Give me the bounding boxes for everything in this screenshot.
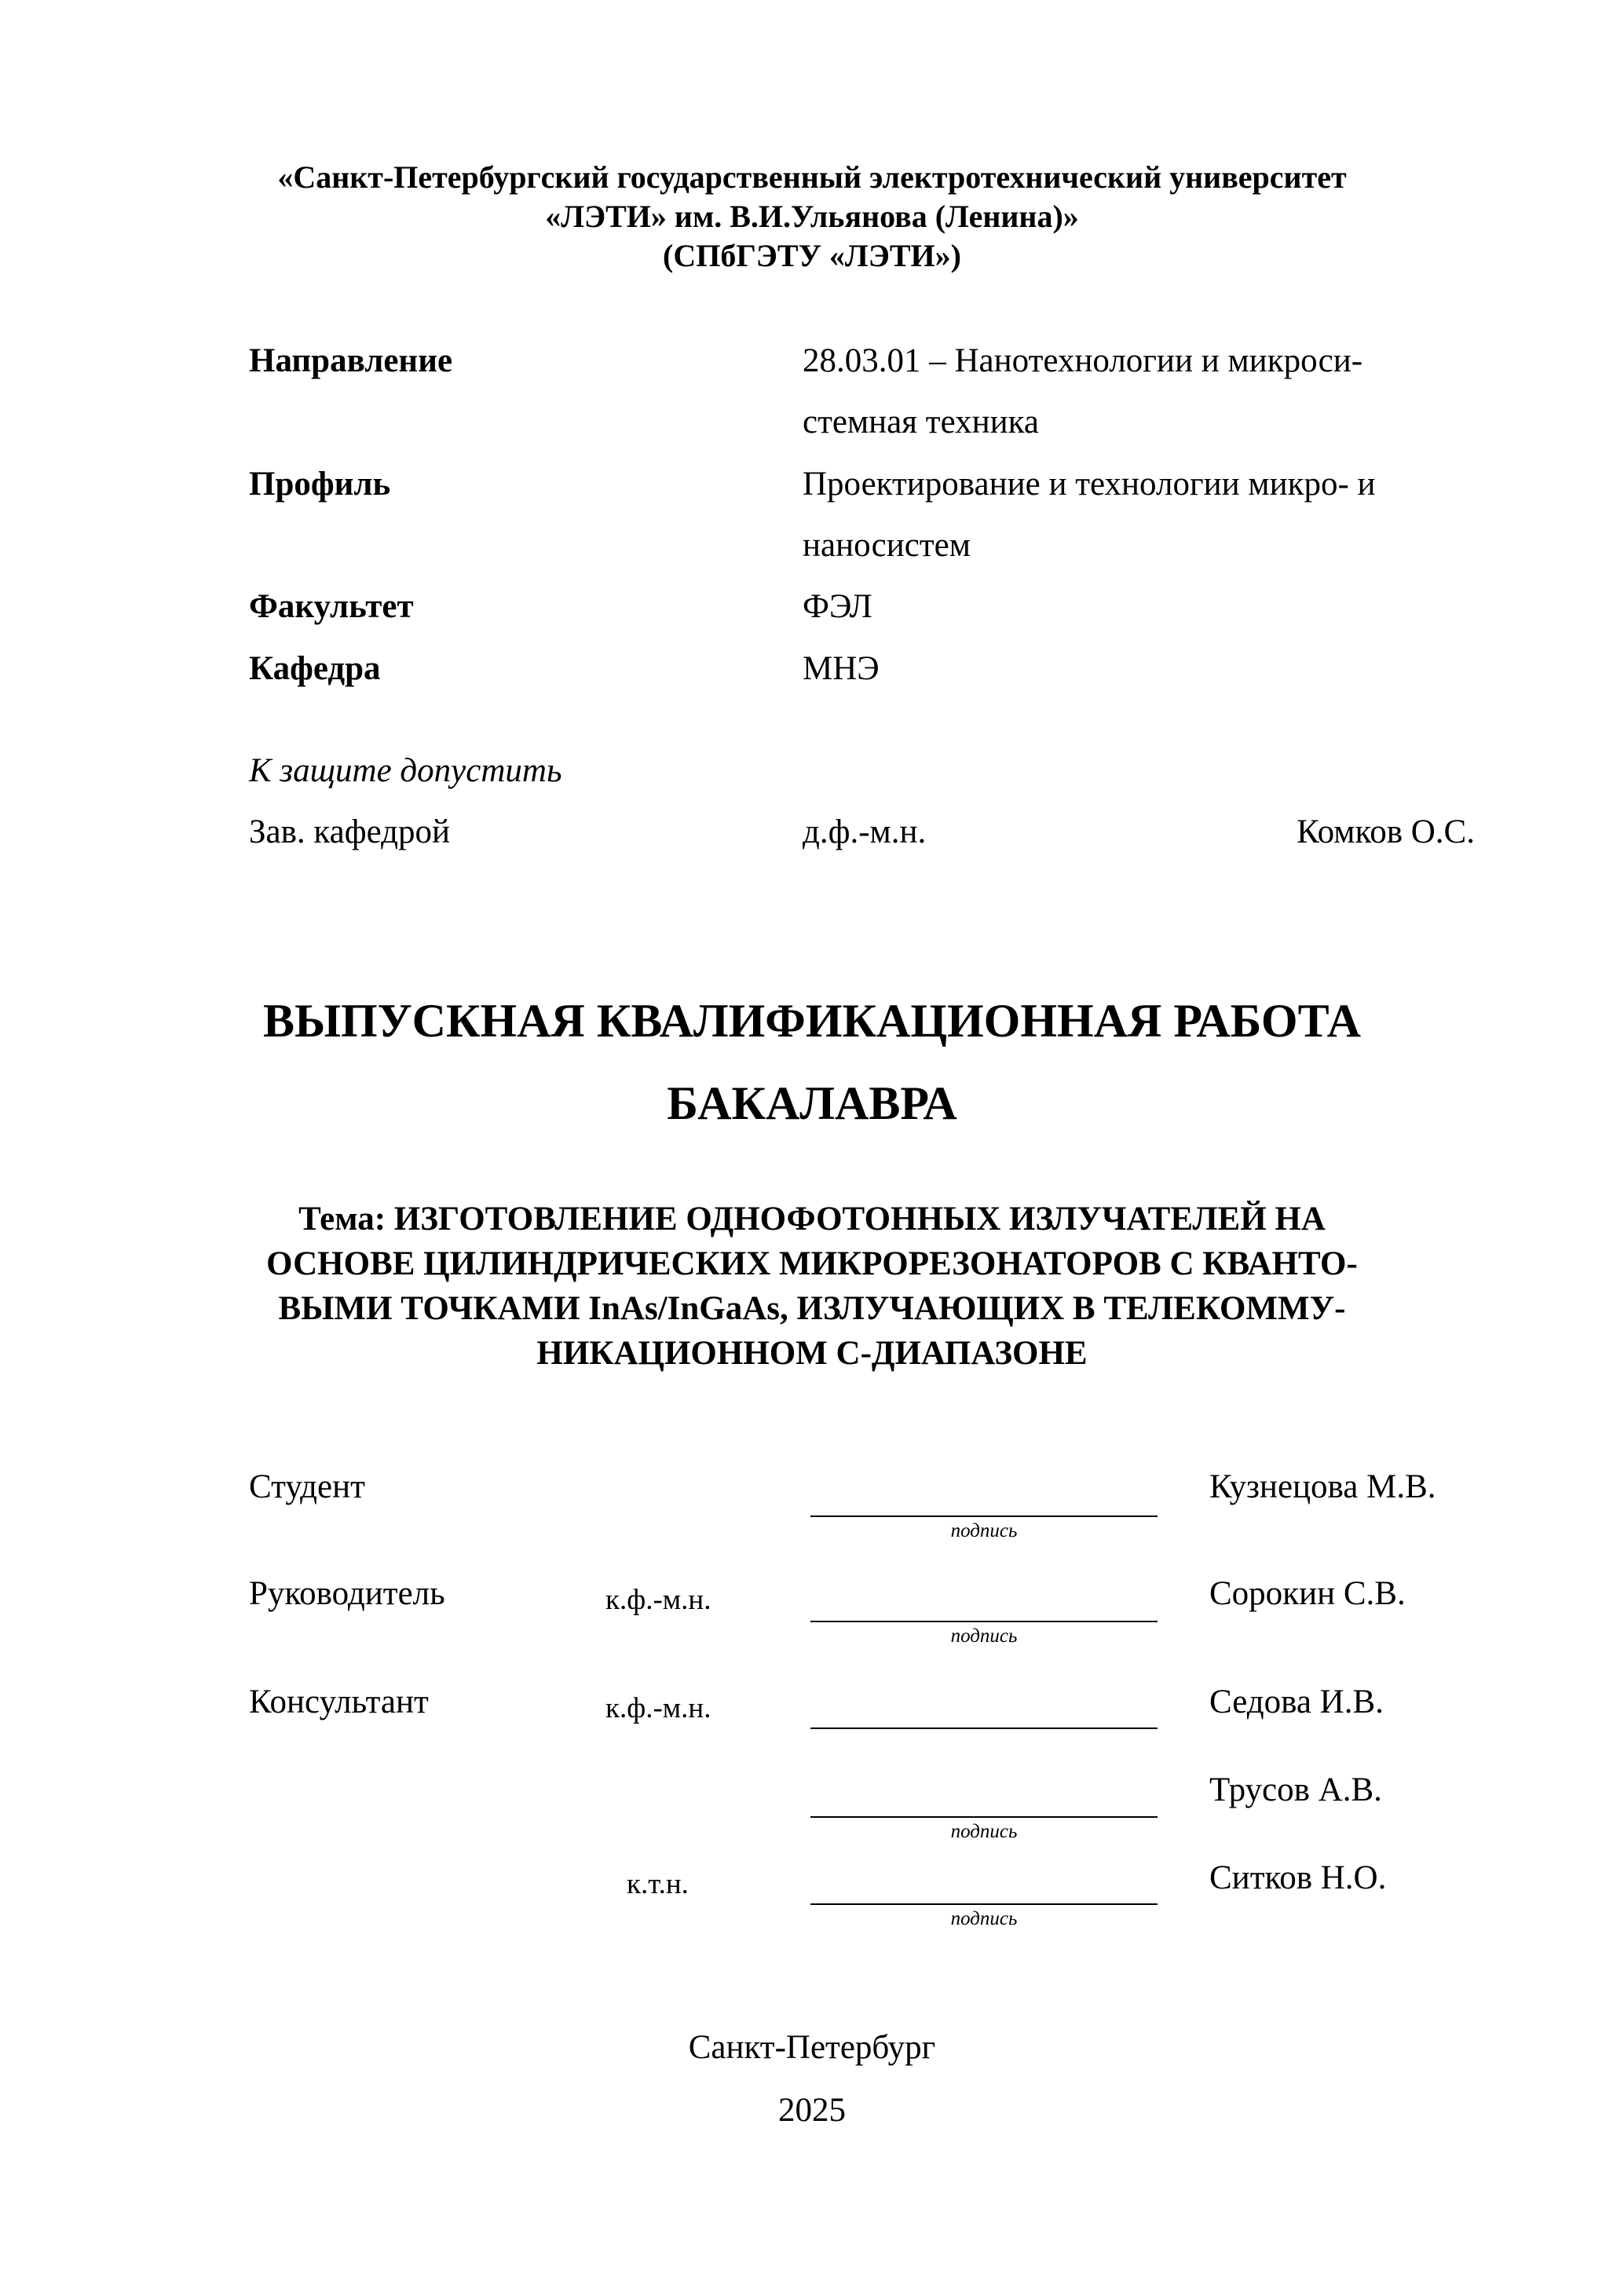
consultant3-degree: к.т.н. bbox=[627, 1868, 689, 1900]
approval-name: Комков О.С. bbox=[1297, 813, 1475, 850]
topic-line2: ОСНОВЕ ЦИЛИНДРИЧЕСКИХ МИКРОРЕЗОНАТОРОВ С КВАНТО- bbox=[266, 1245, 1358, 1282]
approval-degree: д.ф.-м.н. bbox=[803, 813, 927, 850]
university-abbreviation: (СПбГЭТУ «ЛЭТИ») bbox=[663, 238, 961, 273]
consultant2-name: Трусов А.В. bbox=[1209, 1771, 1382, 1808]
student-name: Кузнецова М.В. bbox=[1209, 1468, 1436, 1505]
footer-year: 2025 bbox=[778, 2092, 846, 2129]
consultant1-degree: к.ф.-м.н. bbox=[605, 1692, 711, 1724]
topic-line4: НИКАЦИОННОМ С-ДИАПАЗОНЕ bbox=[536, 1335, 1088, 1372]
profile-label: Профиль bbox=[249, 466, 391, 503]
topic-line1: Тема: ИЗГОТОВЛЕНИЕ ОДНОФОТОННЫХ ИЗЛУЧАТЕЛЕЙ НА bbox=[298, 1201, 1326, 1238]
consultant-role: Консультант bbox=[249, 1684, 429, 1720]
university-name-line2: «ЛЭТИ» им. В.И.Ульянова (Ленина)» bbox=[545, 199, 1079, 234]
consultant3-name: Ситков Н.О. bbox=[1209, 1859, 1387, 1896]
student-signature-caption: подпись bbox=[950, 1520, 1018, 1541]
student-signature-line bbox=[810, 1515, 1158, 1517]
supervisor-signature-line bbox=[810, 1621, 1158, 1622]
supervisor-signature-caption: подпись bbox=[950, 1625, 1018, 1647]
approval-caption: К защите допустить bbox=[249, 752, 562, 789]
direction-value-line2: стемная техника bbox=[803, 404, 1039, 441]
direction-value-line1: 28.03.01 – Нанотехнологии и микроси- bbox=[803, 342, 1363, 379]
footer-city: Санкт-Петербург bbox=[688, 2029, 936, 2066]
department-value: МНЭ bbox=[803, 650, 880, 687]
department-label: Кафедра bbox=[249, 650, 381, 687]
supervisor-degree: к.ф.-м.н. bbox=[605, 1584, 711, 1616]
supervisor-role: Руководитель bbox=[249, 1575, 445, 1612]
profile-value-line1: Проектирование и технологии микро- и bbox=[803, 466, 1376, 503]
university-name-line1: «Санкт-Петербургский государственный электротехнический университет bbox=[277, 159, 1347, 195]
faculty-value: ФЭЛ bbox=[803, 588, 872, 625]
document-title-line1: ВЫПУСКНАЯ КВАЛИФИКАЦИОННАЯ РАБОТА bbox=[263, 995, 1361, 1047]
consultant3-signature-caption: подпись bbox=[950, 1908, 1018, 1929]
profile-value-line2: наносистем bbox=[803, 527, 971, 564]
direction-label: Направление bbox=[249, 342, 453, 379]
student-role: Студент bbox=[249, 1468, 365, 1505]
consultant1-name: Седова И.В. bbox=[1209, 1684, 1384, 1720]
topic-line3: ВЫМИ ТОЧКАМИ InAs/InGaAs, ИЗЛУЧАЮЩИХ В ТЕЛЕКОММУ- bbox=[278, 1290, 1346, 1327]
consultant2-signature-caption: подпись bbox=[950, 1821, 1018, 1842]
supervisor-name: Сорокин С.В. bbox=[1209, 1575, 1406, 1612]
document-title-line2: БАКАЛАВРА bbox=[667, 1077, 957, 1129]
consultant3-signature-line bbox=[810, 1903, 1158, 1905]
consultant2-signature-line bbox=[810, 1816, 1158, 1818]
consultant1-signature-line bbox=[810, 1727, 1158, 1729]
approval-role: Зав. кафедрой bbox=[249, 813, 451, 850]
faculty-label: Факультет bbox=[249, 588, 414, 625]
